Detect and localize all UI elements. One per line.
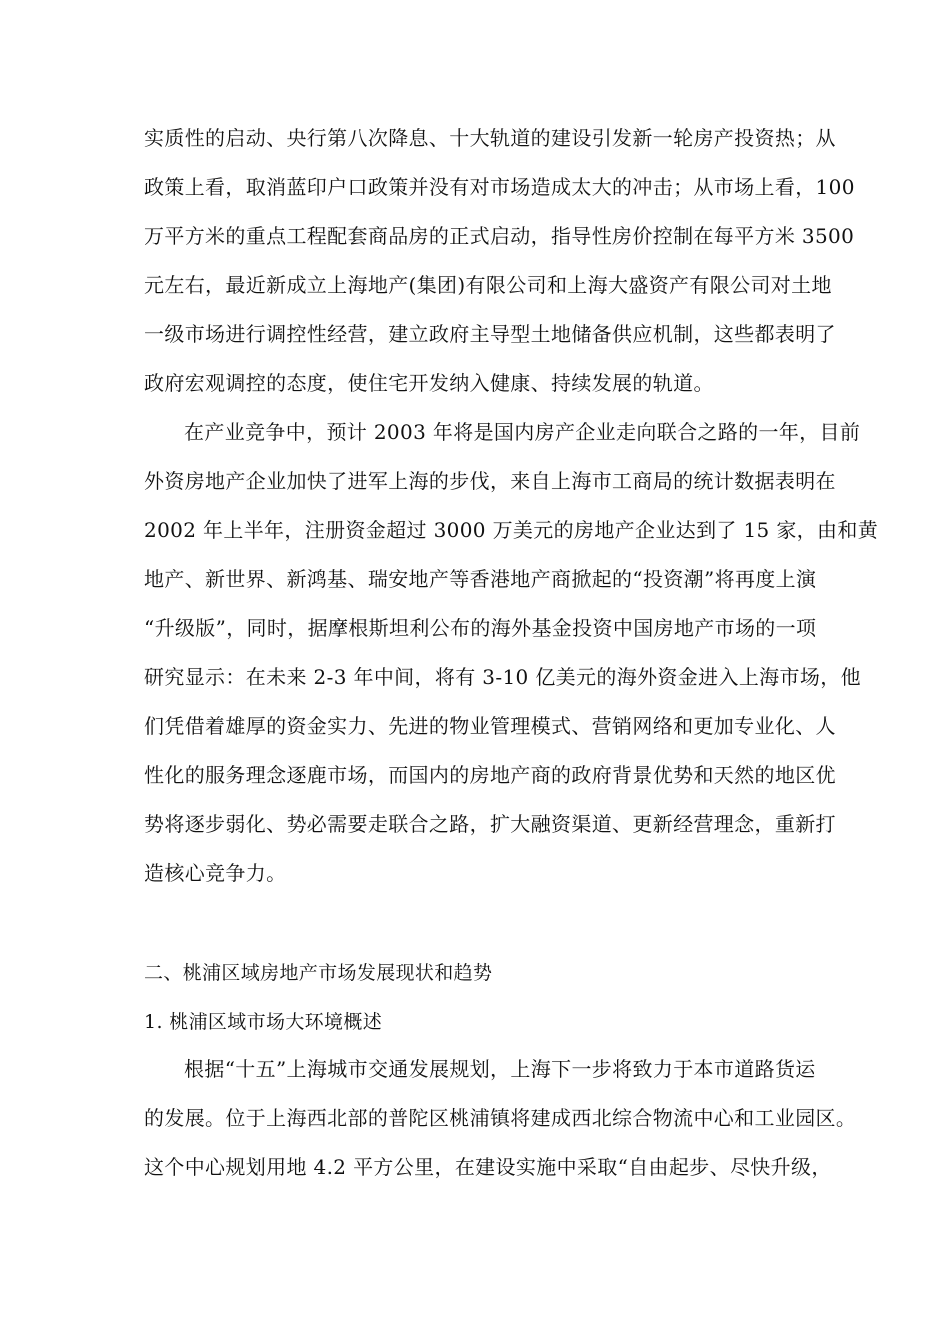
text-line: 一级市场进行调控性经营，建立政府主导型土地储备供应机制，这些都表明了 [144,322,836,346]
text-line: 势将逐步弱化、势必需要走联合之路，扩大融资渠道、更新经营理念，重新打 [144,812,836,836]
text-line: 2002 年上半年，注册资金超过 3000 万美元的房地产企业达到了 15 家，由和黄 [144,518,879,542]
text-line: 元左右，最近新成立上海地产(集团)有限公司和上海大盛资产有限公司对土地 [144,273,832,297]
subsection-heading: 1. 桃浦区域市场大环境概述 [144,1011,383,1033]
text-line: 外资房地产企业加快了进军上海的步伐，来自上海市工商局的统计数据表明在 [144,469,836,493]
text-line: 造核心竞争力。 [144,861,287,885]
text-line: 根据“十五”上海城市交通发展规划，上海下一步将致力于本市道路货运 [184,1057,816,1081]
text-line: 这个中心规划用地 4.2 平方公里，在建设实施中采取“自由起步、尽快升级， [144,1155,832,1179]
section-heading: 二、桃浦区域房地产市场发展现状和趋势 [144,962,493,984]
text-line: 研究显示：在未来 2-3 年中间，将有 3-10 亿美元的海外资金进入上海市场，他 [144,665,861,689]
text-line: 性化的服务理念逐鹿市场，而国内的房地产商的政府背景优势和天然的地区优 [144,763,836,787]
text-line: 政府宏观调控的态度，使住宅开发纳入健康、持续发展的轨道。 [144,371,714,395]
text-line: 万平方米的重点工程配套商品房的正式启动，指导性房价控制在每平方米 3500 [144,224,855,248]
text-line: 政策上看，取消蓝印户口政策并没有对市场造成太大的冲击；从市场上看，100 [144,175,855,199]
text-line: 们凭借着雄厚的资金实力、先进的物业管理模式、营销网络和更加专业化、人 [144,714,836,738]
text-line: 实质性的启动、央行第八次降息、十大轨道的建设引发新一轮房产投资热；从 [144,126,836,150]
text-line: “升级版”，同时，据摩根斯坦利公布的海外基金投资中国房地产市场的一项 [144,616,817,640]
text-line: 的发展。位于上海西北部的普陀区桃浦镇将建成西北综合物流中心和工业园区。 [144,1106,857,1130]
text-line: 在产业竞争中，预计 2003 年将是国内房产企业走向联合之路的一年，目前 [184,420,861,444]
text-line: 地产、新世界、新鸿基、瑞安地产等香港地产商掀起的“投资潮”将再度上演 [144,567,817,591]
